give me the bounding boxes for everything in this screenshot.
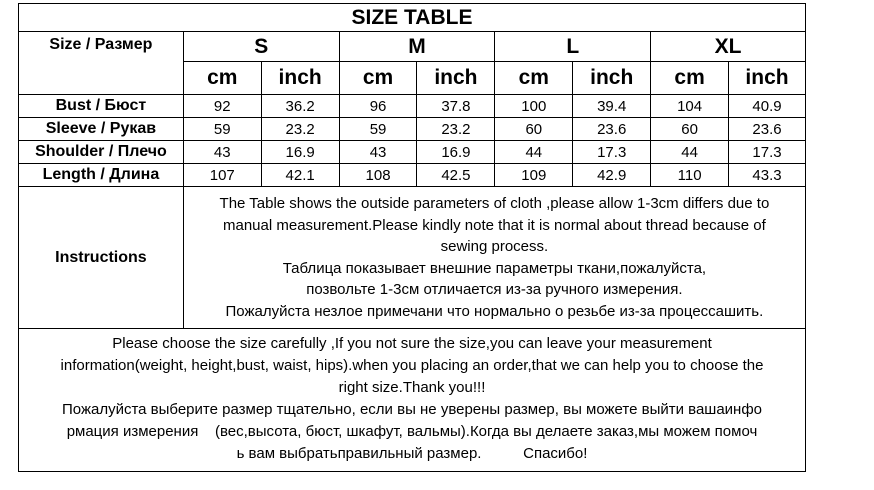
table-title: SIZE TABLE [19, 4, 806, 32]
table-cell: 92 [183, 95, 261, 118]
size-table [18, 3, 806, 472]
size-header-s: S [183, 32, 339, 62]
table-row [19, 164, 806, 187]
note-line: рмация измерения (вес,высота, бюст, шкафут, вальмы).Когда вы делаете заказ,мы можем помоч [66, 423, 758, 440]
table-cell: 109 [495, 164, 573, 187]
table-cell: 40.9 [729, 95, 806, 118]
table-cell: 100 [495, 95, 573, 118]
table-cell: 104 [651, 95, 729, 118]
size-advice-note [19, 329, 806, 472]
unit-header-inch: inch [573, 62, 651, 95]
table-cell: 44 [651, 141, 729, 164]
note-line: ь вам выбратьправильный размер. Спасибо! [236, 445, 588, 462]
instructions-label: Instructions [19, 187, 184, 329]
size-header-m: M [339, 32, 495, 62]
unit-header-cm: cm [651, 62, 729, 95]
table-cell: 39.4 [573, 95, 651, 118]
table-cell: 36.2 [261, 95, 339, 118]
table-cell: 23.2 [261, 118, 339, 141]
unit-header-cm: cm [495, 62, 573, 95]
unit-header-inch: inch [261, 62, 339, 95]
table-cell: 43 [183, 141, 261, 164]
note-line: Пожалуйста выберите размер тщательно, если вы не уверены размер, вы можете выйти вашаинфо [61, 401, 763, 418]
table-cell: 44 [495, 141, 573, 164]
table-cell: 60 [651, 118, 729, 141]
row-label-bust: Bust / Бюст [19, 95, 184, 118]
table-cell: 43.3 [729, 164, 806, 187]
table-cell: 108 [339, 164, 417, 187]
table-row [19, 118, 806, 141]
table-cell: 43 [339, 141, 417, 164]
table-cell: 96 [339, 95, 417, 118]
unit-header-cm: cm [339, 62, 417, 95]
instructions-line: Таблица показывает внешние параметры ткани,пожалуйста, [282, 259, 707, 277]
unit-header-inch: inch [729, 62, 806, 95]
table-cell: 23.2 [417, 118, 495, 141]
table-cell: 42.9 [573, 164, 651, 187]
instructions-line: Пожалуйста незлое примечани что нормально о резьбе из-за процессашить. [225, 302, 764, 320]
instructions-text [183, 187, 805, 329]
size-column-label: Size / Размер [19, 32, 184, 95]
table-cell: 16.9 [261, 141, 339, 164]
table-cell: 42.5 [417, 164, 495, 187]
row-label-shoulder: Shoulder / Плечо [19, 141, 184, 164]
table-cell: 59 [183, 118, 261, 141]
size-header-xl: XL [651, 32, 806, 62]
table-cell: 23.6 [729, 118, 806, 141]
instructions-line: manual measurement.Please kindly note that it is normal about thread because of [223, 216, 766, 234]
table-cell: 42.1 [261, 164, 339, 187]
note-line: right size.Thank you!!! [338, 379, 486, 396]
table-cell: 107 [183, 164, 261, 187]
row-label-length: Length / Длина [19, 164, 184, 187]
note-line: information(weight, height,bust, waist, hips).when you placing an order,that we can help you to choose the [60, 357, 764, 374]
table-cell: 60 [495, 118, 573, 141]
instructions-line: The Table shows the outside parameters of cloth ,please allow 1-3cm differs due to [219, 195, 770, 212]
unit-header-inch: inch [417, 62, 495, 95]
table-cell: 110 [651, 164, 729, 187]
row-label-sleeve: Sleeve / Рукав [19, 118, 184, 141]
instructions-line: позвольте 1-3см отличается из-за ручного измерения. [306, 281, 683, 298]
size-header-l: L [495, 32, 651, 62]
table-cell: 37.8 [417, 95, 495, 118]
unit-header-cm: cm [183, 62, 261, 95]
table-row [19, 141, 806, 164]
table-cell: 23.6 [573, 118, 651, 141]
instructions-line: sewing process. [440, 238, 549, 255]
table-cell: 17.3 [573, 141, 651, 164]
table-cell: 17.3 [729, 141, 806, 164]
table-cell: 16.9 [417, 141, 495, 164]
table-row [19, 95, 806, 118]
note-line: Please choose the size carefully ,If you not sure the size,you can leave your measurement [112, 335, 712, 352]
table-cell: 59 [339, 118, 417, 141]
